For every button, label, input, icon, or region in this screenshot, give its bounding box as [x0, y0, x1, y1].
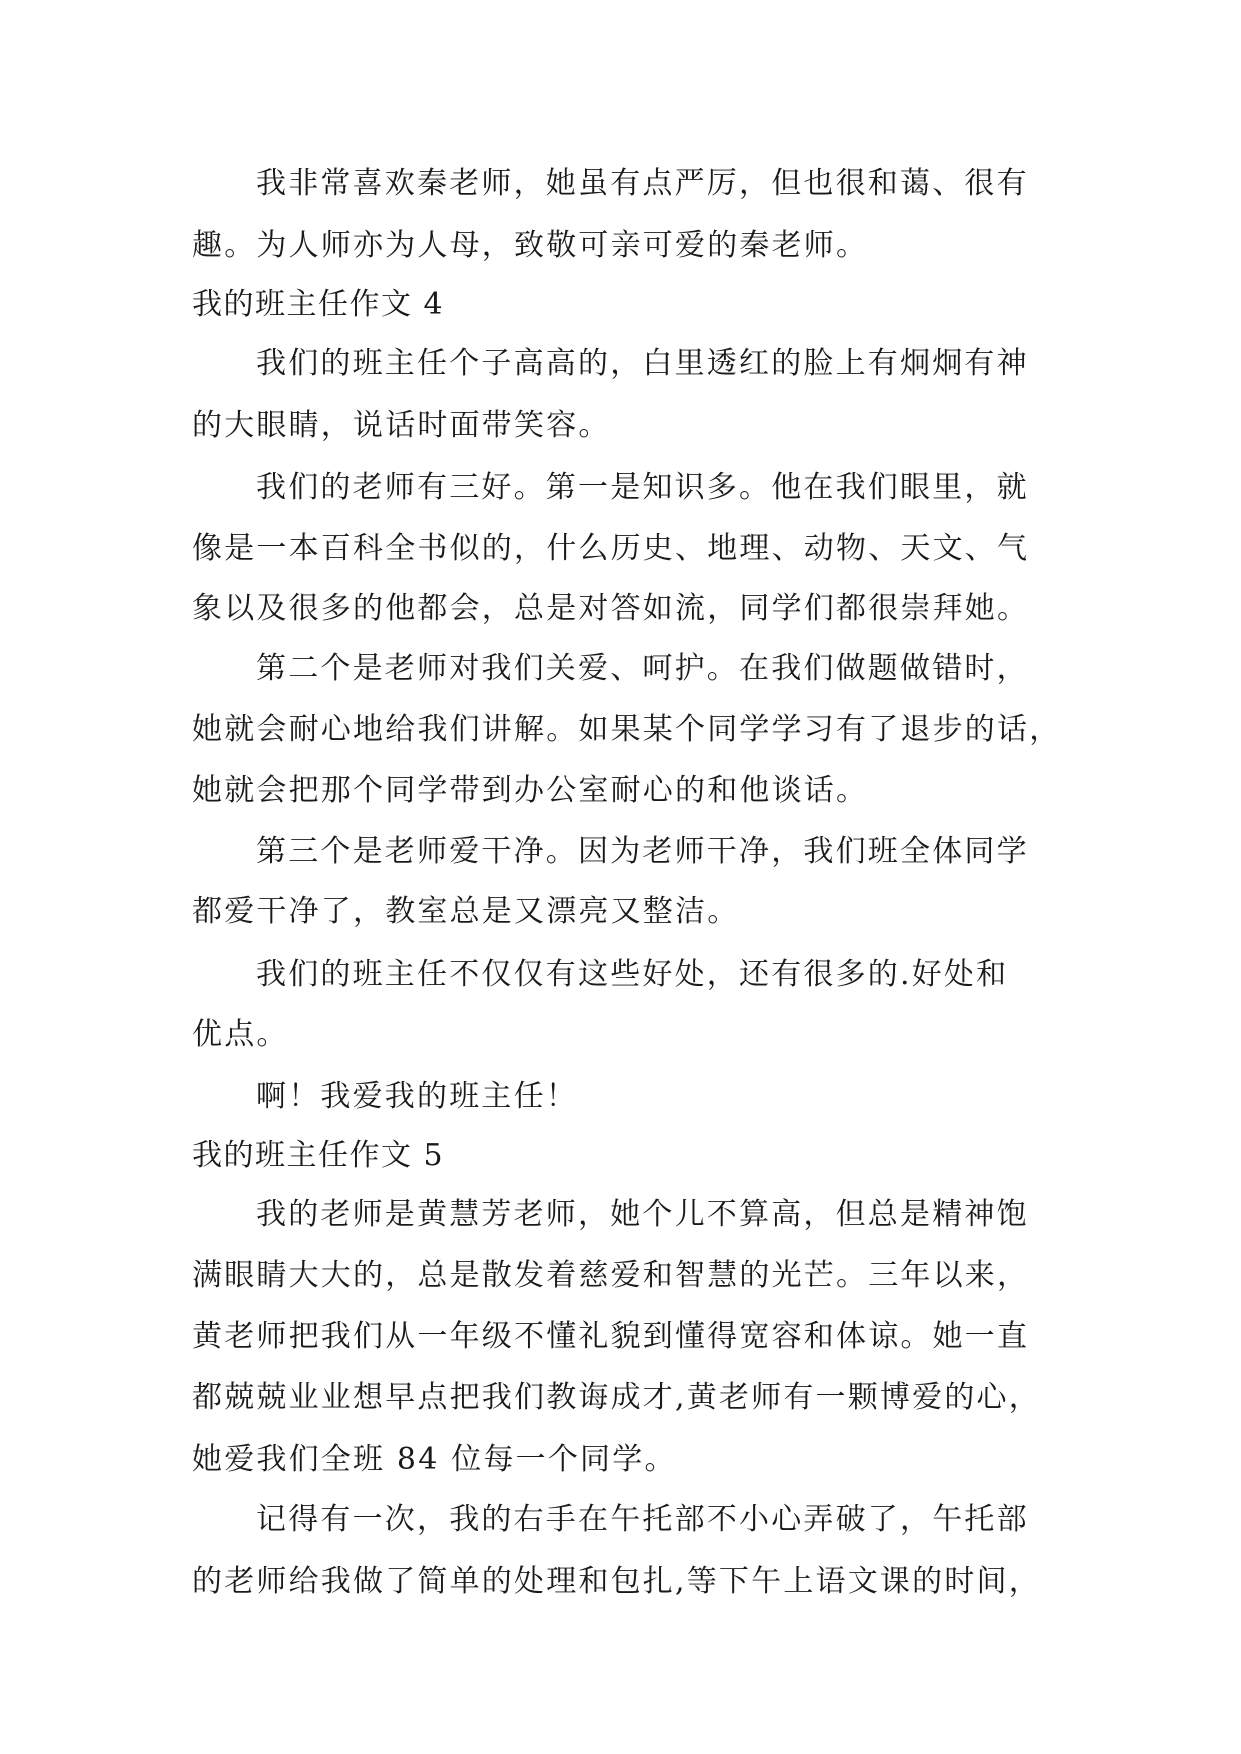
paragraph-line: 满眼睛大大的，总是散发着慈爱和智慧的光芒。三年以来， — [192, 1258, 1030, 1293]
paragraph-line: 她就会耐心地给我们讲解。如果某个同学学习有了退步的话， — [192, 712, 1062, 747]
paragraph-line: 黄老师把我们从一年级不懂礼貌到懂得宽容和体谅。她一直 — [192, 1319, 1030, 1354]
paragraph-line: 第二个是老师对我们关爱、呵护。在我们做题做错时， — [256, 651, 1029, 686]
paragraph-line: 记得有一次，我的右手在午托部不小心弄破了，午托部 — [256, 1502, 1029, 1537]
paragraph-line: 我们的班主任个子高高的，白里透红的脸上有炯炯有神 — [256, 346, 1029, 381]
paragraph-line: 我的老师是黄慧芳老师，她个儿不算高，但总是精神饱 — [256, 1197, 1029, 1232]
paragraph-line: 啊！我爱我的班主任！ — [256, 1079, 578, 1114]
paragraph-line: 趣。为人师亦为人母，致敬可亲可爱的秦老师。 — [192, 228, 869, 263]
paragraph-line: 像是一本百科全书似的，什么历史、地理、动物、天文、气 — [192, 531, 1030, 566]
paragraph-line: 我们的老师有三好。第一是知识多。他在我们眼里，就 — [256, 470, 1029, 505]
paragraph-line: 我非常喜欢秦老师，她虽有点严厉，但也很和蔼、很有 — [256, 166, 1029, 201]
paragraph-line: 她就会把那个同学带到办公室耐心的和他谈话。 — [192, 773, 869, 808]
paragraph-line: 我们的班主任不仅仅有这些好处，还有很多的.好处和 — [256, 957, 1009, 992]
paragraph-line: 都爱干净了，教室总是又漂亮又整洁。 — [192, 894, 740, 929]
paragraph-line: 都兢兢业业想早点把我们教诲成才,黄老师有一颗博爱的心， — [192, 1380, 1041, 1415]
paragraph-line: 的大眼睛，说话时面带笑容。 — [192, 408, 611, 443]
section-heading: 我的班主任作文 4 — [192, 287, 445, 322]
paragraph-line: 的老师给我做了简单的处理和包扎,等下午上语文课的时间， — [192, 1564, 1041, 1599]
paragraph-line: 优点。 — [192, 1017, 289, 1052]
paragraph-line: 她爱我们全班 84 位每一个同学。 — [192, 1442, 677, 1477]
section-heading: 我的班主任作文 5 — [192, 1138, 445, 1173]
paragraph-line: 象以及很多的他都会，总是对答如流，同学们都很崇拜她。 — [192, 591, 1030, 626]
paragraph-line: 第三个是老师爱干净。因为老师干净，我们班全体同学 — [256, 834, 1029, 869]
